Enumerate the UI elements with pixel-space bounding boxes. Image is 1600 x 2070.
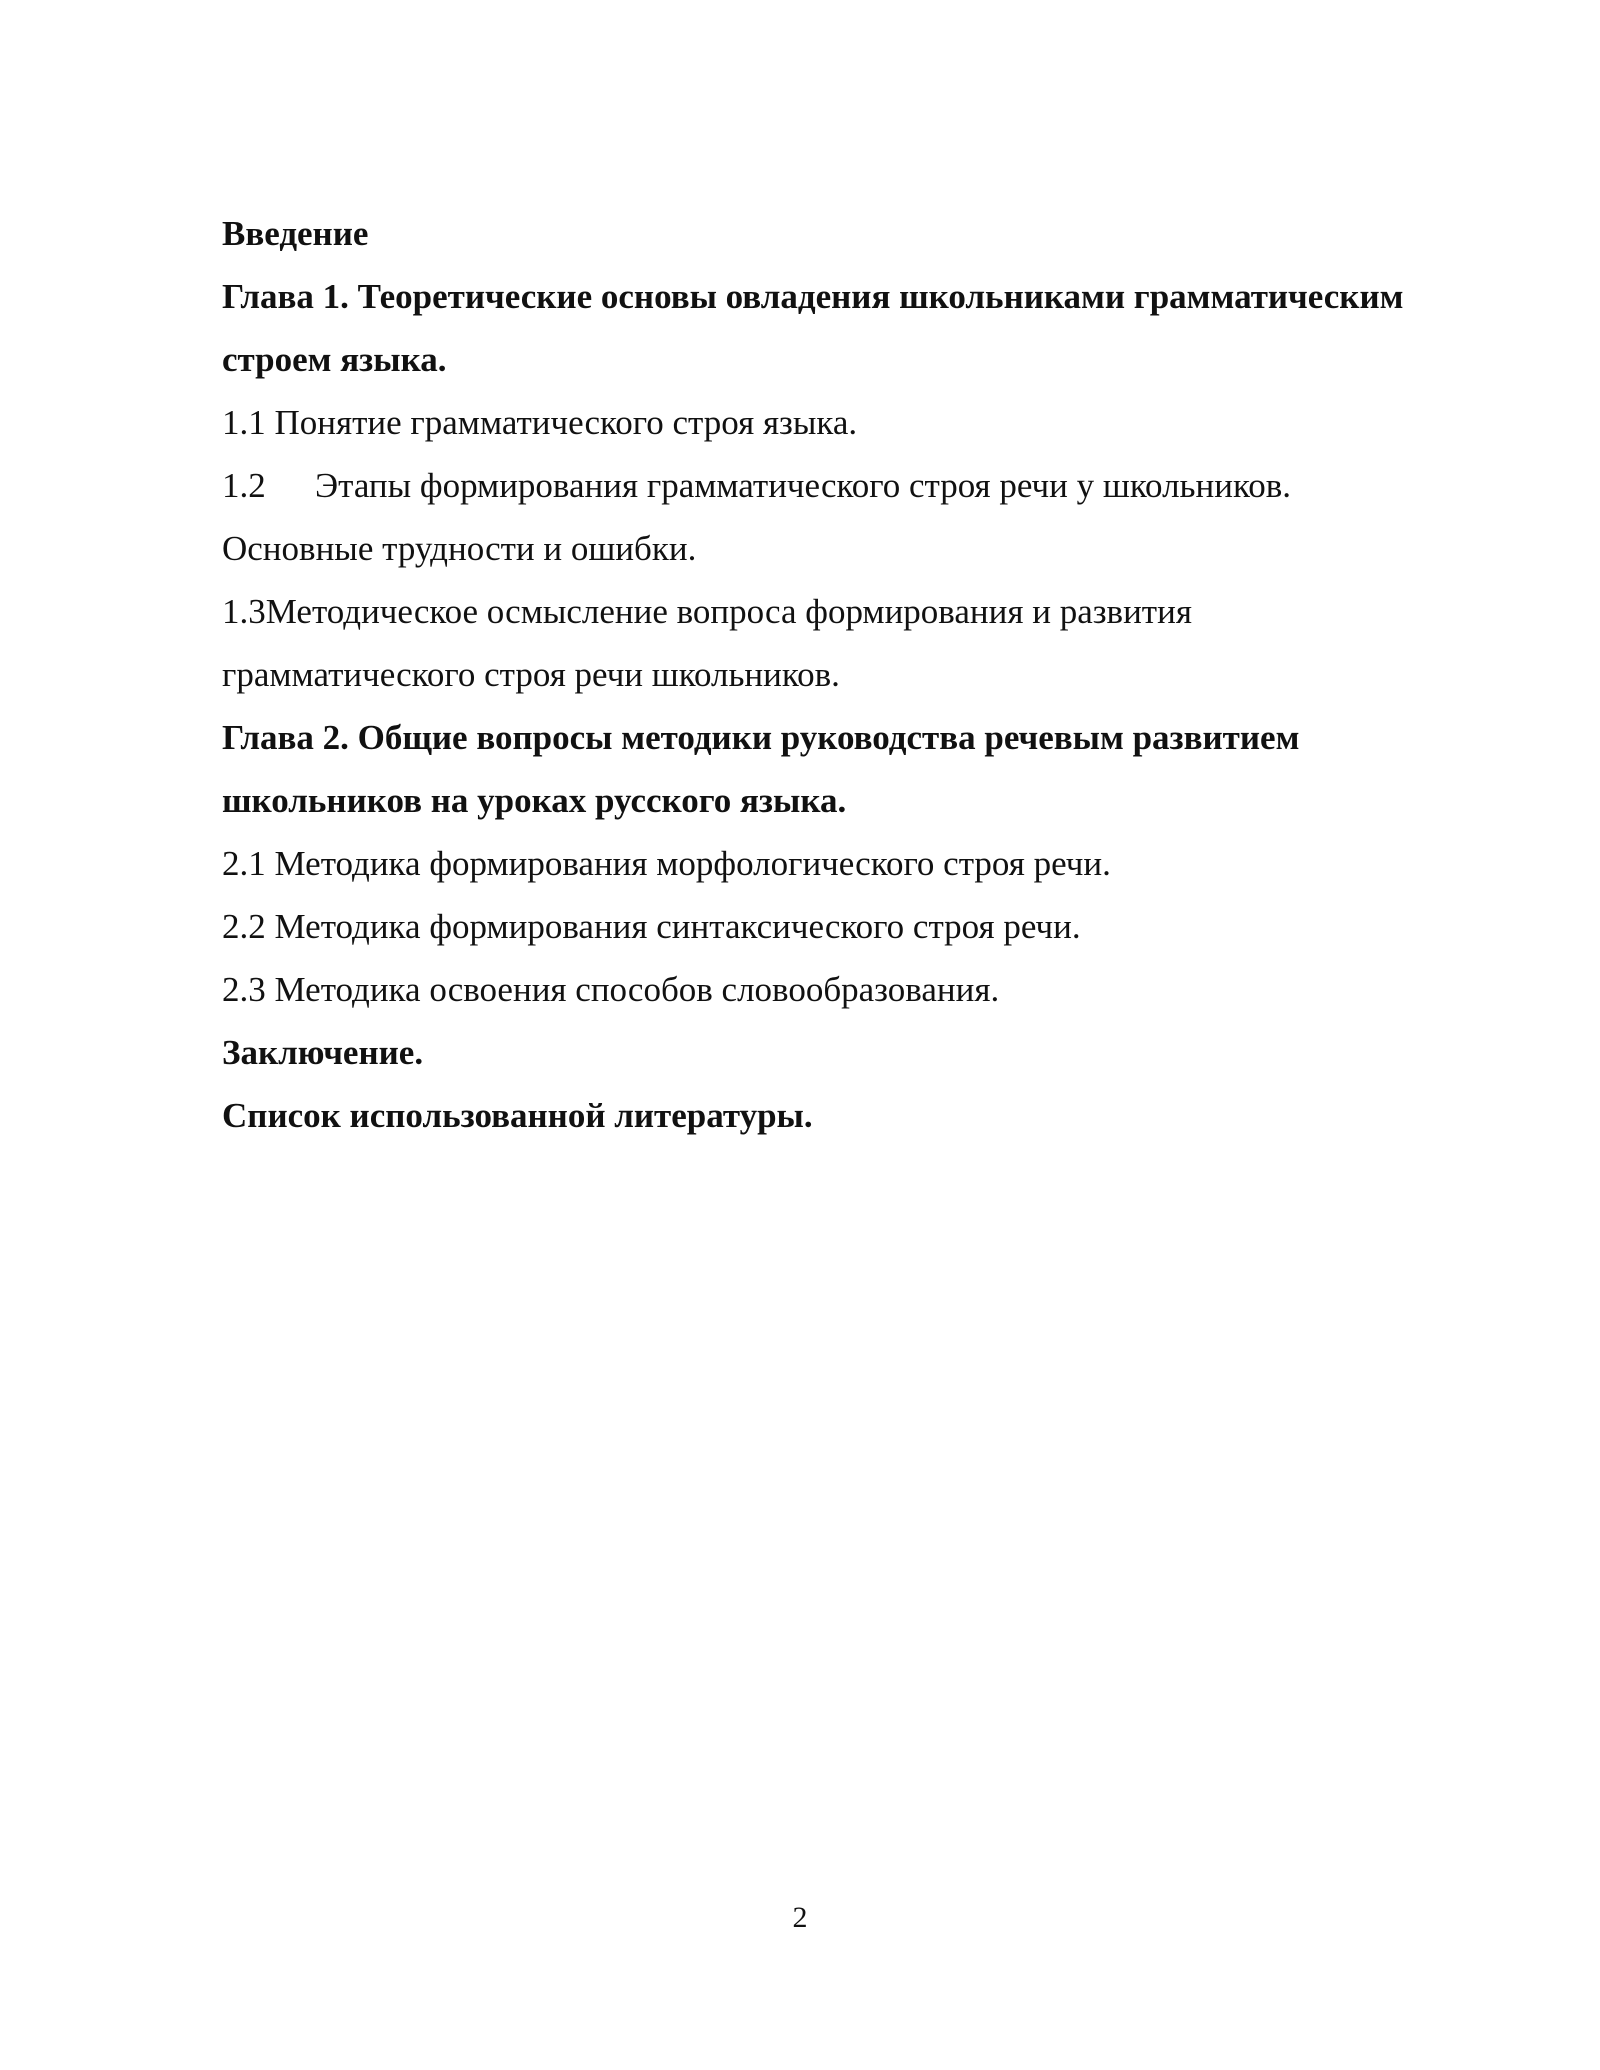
toc-chapter-2-title-line-2: школьников на уроках русского языка. (222, 781, 847, 820)
toc-section-1-3-line-2: грамматического строя речи школьников. (222, 655, 840, 694)
toc-section-2-2: 2.2 Методика формирования синтаксического строя речи. (222, 907, 1081, 946)
toc-section-1-2-line-2: Основные трудности и ошибки. (222, 529, 697, 568)
toc-bibliography: Список использованной литературы. (222, 1096, 813, 1135)
toc-section-2-3: 2.3 Методика освоения способов словообразования. (222, 970, 1000, 1009)
table-of-contents (222, 202, 1482, 1147)
toc-conclusion: Заключение. (222, 1033, 424, 1072)
toc-introduction: Введение (222, 214, 369, 253)
toc-section-2-1: 2.1 Методика формирования морфологического строя речи. (222, 844, 1111, 883)
toc-chapter-1-title-line-1: Глава 1. Теоретические основы овладения школьниками грамматическим (222, 277, 1404, 316)
toc-section-1-2-line-1 (222, 454, 1482, 517)
toc-chapter-2-title-line-1: Глава 2. Общие вопросы методики руководства речевым развитием (222, 718, 1300, 757)
toc-chapter-1-title-line-2: строем языка. (222, 340, 447, 379)
page-number: 2 (792, 1901, 808, 1934)
toc-section-1-1: 1.1 Понятие грамматического строя языка. (222, 403, 858, 442)
toc-section-1-3-line-1: 1.3Методическое осмысление вопроса формирования и развития (222, 592, 1192, 631)
toc-section-1-2-number: 1.2 (222, 466, 266, 505)
toc-section-1-2-title: Этапы формирования грамматического строя речи у школьников. (315, 466, 1291, 505)
